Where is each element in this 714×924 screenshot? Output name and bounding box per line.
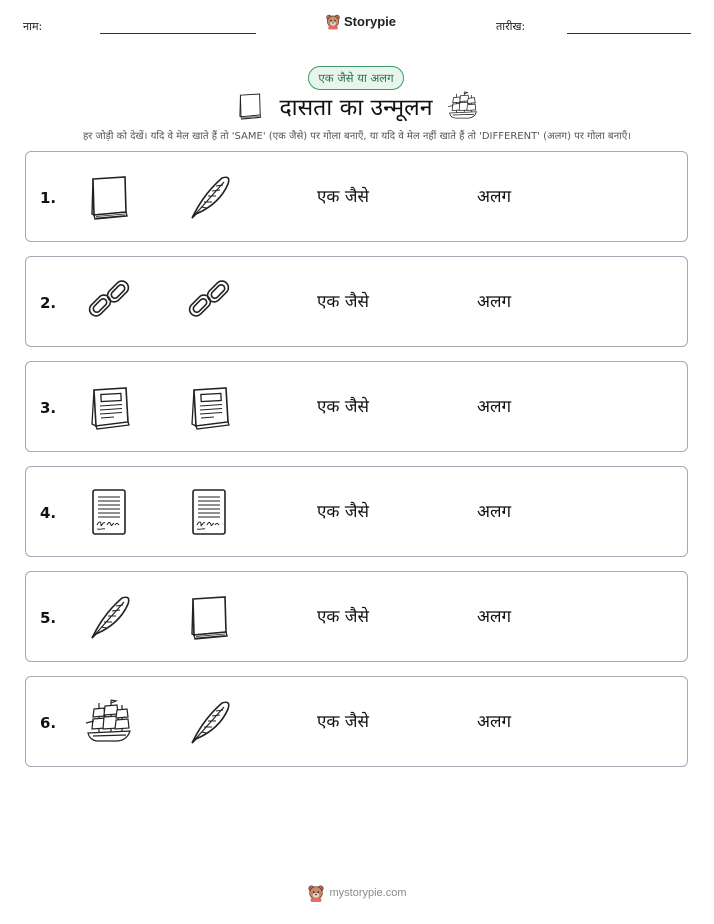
chain-icon	[84, 277, 134, 327]
book-icon	[184, 592, 234, 642]
bear-icon	[307, 884, 325, 902]
title-row	[0, 90, 714, 122]
same-option[interactable]: एक जैसे	[317, 292, 369, 312]
row-number: 1.	[40, 189, 57, 207]
exercise-row	[25, 466, 688, 557]
instructions: हर जोड़ी को देखें। यदि वे मेल खाते हैं तो 'SAME' (एक जैसे) पर गोला बनाएँ, या यदि वे मेल नहीं खाते हैं तो 'DIFFERENT' (अलग) पर गोला बनाएँ।	[82, 131, 632, 142]
date-label: तारीख:	[496, 20, 526, 33]
brand-logo	[325, 13, 396, 30]
page-title: दासता का उन्मूलन	[279, 95, 433, 121]
book-icon	[84, 172, 134, 222]
row-number: 6.	[40, 714, 57, 732]
different-option[interactable]: अलग	[477, 397, 512, 417]
same-option[interactable]: एक जैसे	[317, 607, 369, 627]
same-option[interactable]: एक जैसे	[317, 397, 369, 417]
same-option[interactable]: एक जैसे	[317, 712, 369, 732]
name-label: नाम:	[23, 20, 43, 33]
name-line[interactable]	[100, 33, 256, 34]
exercise-row	[25, 361, 688, 452]
exercise-row	[25, 676, 688, 767]
quill-icon	[184, 172, 234, 222]
different-option[interactable]: अलग	[477, 187, 512, 207]
brand-name: Storypie	[344, 14, 397, 29]
footer-url[interactable]: mystorypie.com	[329, 887, 407, 899]
quill-icon	[84, 592, 134, 642]
exercise-row	[25, 151, 688, 242]
quill-icon	[184, 697, 234, 747]
chain-icon	[184, 277, 234, 327]
row-number: 5.	[40, 609, 57, 627]
activity-badge: एक जैसे या अलग	[308, 66, 404, 90]
row-number: 4.	[40, 504, 57, 522]
document-icon	[84, 487, 134, 537]
same-option[interactable]: एक जैसे	[317, 502, 369, 522]
different-option[interactable]: अलग	[477, 607, 512, 627]
document-icon	[184, 487, 234, 537]
different-option[interactable]: अलग	[477, 292, 512, 312]
different-option[interactable]: अलग	[477, 712, 512, 732]
newspaper-icon	[84, 382, 134, 432]
exercise-row	[25, 571, 688, 662]
row-number: 3.	[40, 399, 57, 417]
row-number: 2.	[40, 294, 57, 312]
different-option[interactable]: अलग	[477, 502, 512, 522]
book-icon	[235, 91, 265, 121]
date-line[interactable]	[567, 33, 691, 34]
exercise-row	[25, 256, 688, 347]
same-option[interactable]: एक जैसे	[317, 187, 369, 207]
footer	[0, 884, 714, 902]
ship-icon	[84, 697, 134, 747]
newspaper-icon	[184, 382, 234, 432]
bear-icon	[325, 13, 341, 30]
ship-icon	[447, 90, 479, 122]
